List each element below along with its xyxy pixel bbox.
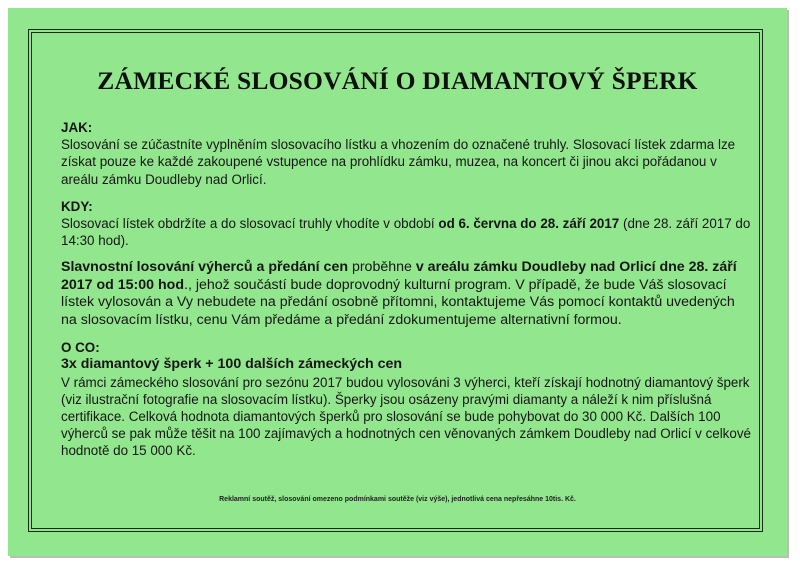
flyer-content: [61, 119, 751, 460]
ceremony-text-1: proběhne: [348, 259, 416, 276]
kdy-heading: KDY:: [61, 198, 93, 214]
oco-heading: O CO:: [61, 340, 100, 356]
ceremony-text-2: ., jehož součástí bude doprovodný kulturní program. V případě, že bude Váš slosovací lístek vylosován a Vy nebudete na předání osobně přítomni, kontaktujeme Vás pomocí kontaktů uvedených na slosovacím lístku, cenu Vám předáme a předání zdokumentujeme alternativní formou.: [61, 276, 735, 328]
kdy-text-before: Slosovací lístek obdržíte a do slosovací truhly vhodíte v období: [61, 216, 439, 232]
kdy-text: [61, 215, 751, 249]
kdy-text-after: (dne 28. září 2017 do 14:30 hod).: [61, 216, 751, 249]
oco-subheading: 3x diamantový šperk + 100 dalších zámeckých cen: [61, 356, 403, 373]
page-title: ZÁMECKÉ SLOSOVÁNÍ O DIAMANTOVÝ ŠPERK: [97, 66, 698, 95]
ceremony-place-date: v areálu zámku Doudleby nad Orlicí dne 28. září 2017 od 15:00 hod: [61, 259, 737, 293]
oco-text: V rámci zámeckého slosování pro sezónu 2017 budou vylosováni 3 výherci, kteří získají hodnotný diamantový šperk (viz ilustrační fotografie na slosovacím lístku). Šperky jsou osázeny pravými diamanty a náleží k nim příslušná certifikace. Celková hodnota diamantových šperků pro slosování se bude pohybovat do 30 000 Kč. Dalších 100 výherců se pak může těšit na 100 zajímavých a hodnotných cen věnovaných zámkem Doudleby nad Orlicí v celkové hodnotě do 15 000 Kč.: [61, 374, 751, 459]
jak-text: Slosování se zúčastníte vyplněním slosovacího lístku a vhozením do označené truhly. Slosovací lístek zdarma lze získat pouze ke každé zakoupené vstupence na prohlídku zámku, muzea, na koncert či jinou akci pořádanou v areálu zámku Doudleby nad Orlicí.: [61, 137, 736, 187]
ceremony-paragraph: [61, 259, 751, 329]
legal-footnote: Reklamní soutěž, slosování omezeno podmínkami soutěže (viz výše), jednotlivá cena nepřesáhne 10tis. Kč.: [219, 496, 576, 503]
kdy-date-range: od 6. června do 28. září 2017: [438, 216, 620, 232]
jak-heading: JAK:: [61, 120, 93, 135]
flyer-sheet: [8, 8, 787, 556]
ceremony-title: Slavnostní losování výherců a předání cen: [61, 259, 348, 276]
